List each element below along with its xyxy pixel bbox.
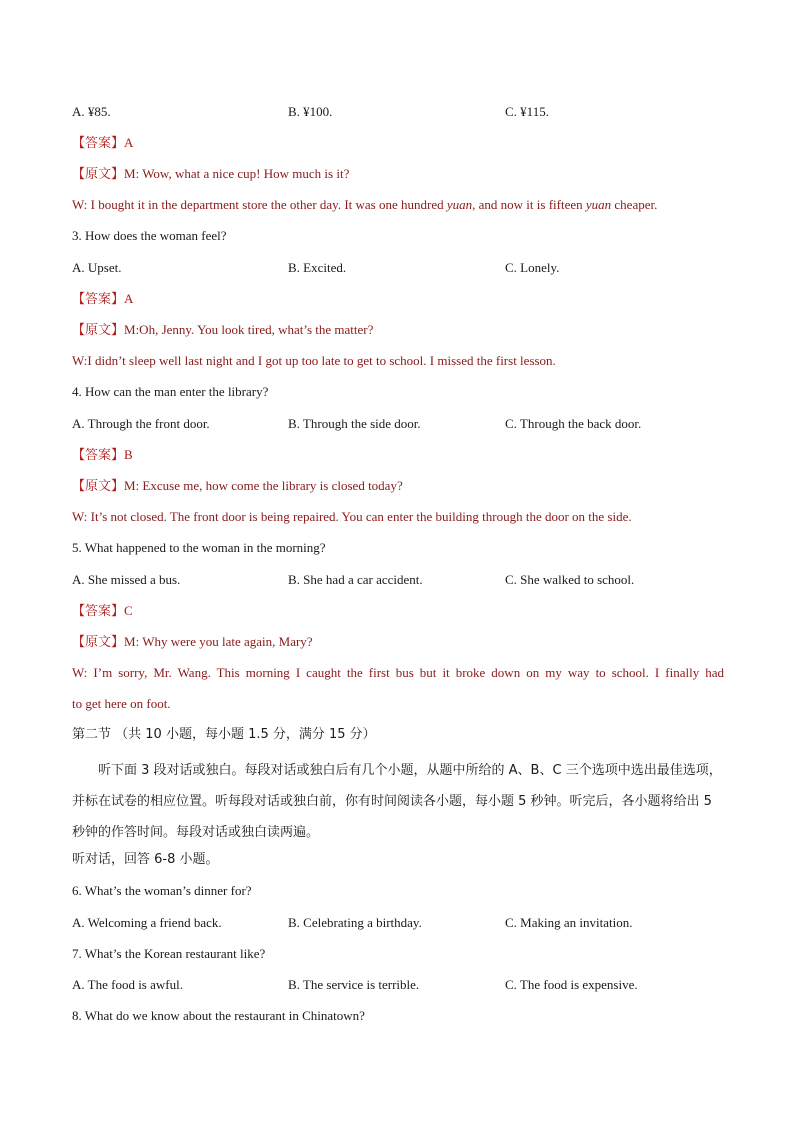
answer-label: 【答案】 — [72, 292, 125, 307]
transcript-label: 【原文】 — [72, 635, 125, 650]
q2-option-b: B. ¥100. — [288, 104, 333, 119]
q3-option-b: B. Excited. — [288, 260, 347, 275]
q5-question: 5. What happened to the woman in the morning? — [72, 540, 326, 555]
q2-options — [72, 102, 724, 122]
answer-label: 【答案】 — [72, 448, 125, 463]
q2-answer — [72, 133, 724, 154]
q7-option-b: B. The service is terrible. — [288, 977, 420, 992]
q5-option-a: A. She missed a bus. — [72, 572, 181, 587]
q4-options — [72, 414, 724, 434]
q4-option-b: B. Through the side door. — [288, 416, 421, 431]
q4-transcript-m — [72, 476, 724, 497]
q6-question: 6. What’s the woman’s dinner for? — [72, 883, 252, 898]
transcript-text: , and now it is fifteen — [472, 197, 586, 212]
q2-transcript-m — [72, 164, 724, 185]
q3-question: 3. How does the woman feel? — [72, 228, 227, 243]
transcript-text: M:Oh, Jenny. You look tired, what’s the matter? — [124, 322, 374, 337]
transcript-italic: yuan — [446, 197, 473, 212]
answer-value: B — [124, 447, 133, 462]
transcript-text: W: I bought it in the department store the other day. It was one hundred — [72, 197, 447, 212]
q8-question: 8. What do we know about the restaurant in Chinatown? — [72, 1008, 365, 1023]
answer-value: A — [124, 291, 134, 306]
q7-options — [72, 975, 724, 995]
q5-option-c: C. She walked to school. — [505, 572, 635, 587]
q6-option-a: A. Welcoming a friend back. — [72, 915, 222, 930]
q6-option-b: B. Celebrating a birthday. — [288, 915, 422, 930]
transcript-text: M: Excuse me, how come the library is closed today? — [124, 478, 403, 493]
q5-answer — [72, 601, 724, 622]
transcript-text: M: Why were you late again, Mary? — [124, 634, 313, 649]
answer-value: C — [124, 603, 133, 618]
section-2-title: 第二节 （共 10 小题，每小题 1.5 分，满分 15 分） — [72, 727, 376, 742]
section-2-instructions: 听下面 3 段对话或独白。每段对话或独白后有几个小题，从题中所给的 A、B、C 三个选项中选出最佳选项，并标在试卷的相应位置。听每段对话或独白前，你有时间阅读各小题，每小题 5 秒钟。听完后，各小题将给出 5 秒钟的作答时间。每段对话或独白读两遍。 — [72, 763, 722, 840]
transcript-text: M: Wow, what a nice cup! How much is it? — [124, 166, 350, 181]
q4-option-c: C. Through the back door. — [505, 416, 642, 431]
answer-label: 【答案】 — [72, 604, 125, 619]
q6-options — [72, 913, 724, 933]
q5-transcript-w-line2: to get here on foot. — [72, 696, 171, 711]
q7-option-c: C. The food is expensive. — [505, 977, 638, 992]
q5-transcript-m — [72, 632, 724, 653]
q4-option-a: A. Through the front door. — [72, 416, 210, 431]
q7-option-a: A. The food is awful. — [72, 977, 183, 992]
q7-question: 7. What’s the Korean restaurant like? — [72, 946, 266, 961]
transcript-label: 【原文】 — [72, 323, 125, 338]
q2-transcript-w — [72, 195, 724, 215]
q4-question: 4. How can the man enter the library? — [72, 384, 269, 399]
transcript-text: cheaper. — [611, 197, 658, 212]
q5-transcript-w-line1: W: I’m sorry, Mr. Wang. This morning I caught the first bus but it broke down on my way to school. I finally had — [72, 665, 724, 680]
transcript-italic: yuan — [585, 197, 612, 212]
q3-answer — [72, 289, 724, 310]
q3-option-a: A. Upset. — [72, 260, 122, 275]
q3-transcript-w: W:I didn’t sleep well last night and I got up too late to get to school. I missed the first lesson. — [72, 353, 556, 368]
q6-option-c: C. Making an invitation. — [505, 915, 633, 930]
q3-transcript-m — [72, 320, 724, 341]
q5-option-b: B. She had a car accident. — [288, 572, 423, 587]
q3-option-c: C. Lonely. — [505, 260, 560, 275]
q4-transcript-w: W: It’s not closed. The front door is being repaired. You can enter the building through the door on the side. — [72, 509, 632, 524]
transcript-label: 【原文】 — [72, 479, 125, 494]
answer-value: A — [124, 135, 134, 150]
transcript-label: 【原文】 — [72, 167, 125, 182]
q4-answer — [72, 445, 724, 466]
q3-options — [72, 258, 724, 278]
dialog-intro: 听对话，回答 6-8 小题。 — [72, 852, 219, 867]
q2-option-a: A. ¥85. — [72, 104, 111, 119]
q5-options — [72, 570, 724, 590]
q2-option-c: C. ¥115. — [505, 104, 549, 119]
answer-label: 【答案】 — [72, 136, 125, 151]
